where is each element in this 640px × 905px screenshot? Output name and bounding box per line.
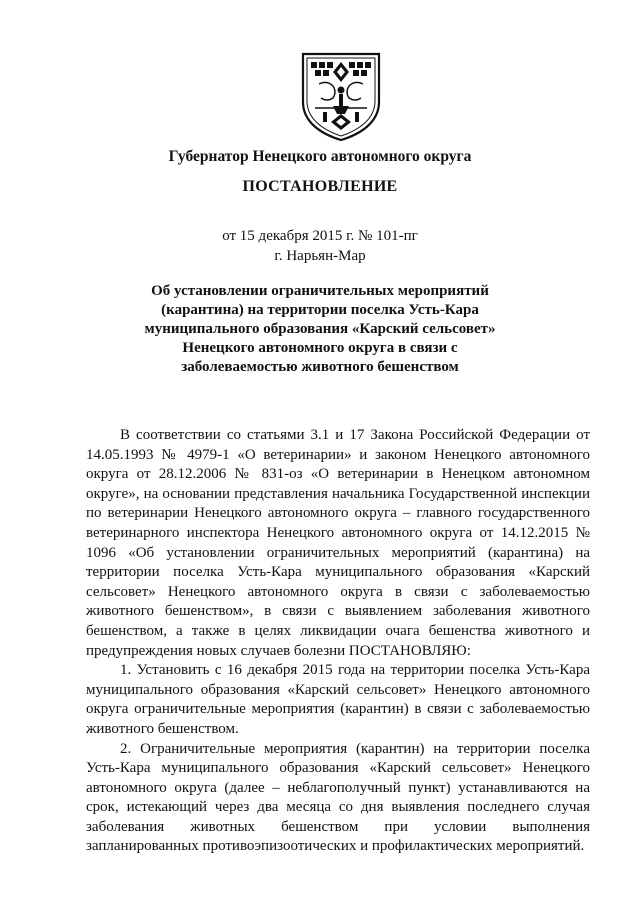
- document-body: [86, 426, 590, 857]
- coat-of-arms-emblem: [297, 50, 385, 142]
- title-line: Ненецкого автономного округа в связи с: [182, 340, 458, 356]
- date-and-number: от 15 декабря 2015 г. № 101-пг: [222, 228, 418, 244]
- document-type: ПОСТАНОВЛЕНИЕ: [242, 178, 398, 195]
- item-1-paragraph: 1. Установить с 16 декабря 2015 года на территории поселка Усть-Кара муниципального образования «Карский сельсовет» Ненецкого автономного округа ограничительные мероприятия (карантин) в связи с заболеваемостью животного бешенством.: [86, 662, 590, 737]
- item-2-paragraph: 2. Ограничительные мероприятия (карантин) на территории поселка Усть-Кара муниципального образования «Карский сельсовет» Ненецкого автономного округа (далее – неблагополучный пункт) устанавливаются на срок, истекающий через два месяца со дня выявления последнего случая заболевания животных бешенством при условии выполнения запланированных противоэпизоотических и профилактических мероприятий.: [86, 740, 590, 855]
- city-name: г. Нарьян-Мар: [274, 248, 366, 264]
- title-line: муниципального образования «Карский сельсовет»: [144, 321, 496, 337]
- title-line: Об установлении ограничительных мероприятий: [151, 283, 489, 299]
- issuer-title: Губернатор Ненецкого автономного округа: [168, 148, 472, 165]
- title-line: заболеваемостью животного бешенством: [181, 359, 459, 375]
- resolution-title: [0, 282, 640, 377]
- title-line: (карантина) на территории поселка Усть-Кара: [161, 302, 479, 318]
- preamble-paragraph: В соответствии со статьями 3.1 и 17 Закона Российской Федерации от 14.05.1993 № 4979-1 «О ветеринарии» и законом Ненецкого автономного округа от 28.12.2006 № 831-оз «О ветеринарии в Ненецком автономном округе», на основании представления начальника Государственной инспекции по ветеринарии Ненецкого автономного округа – главного государственного ветеринарного инспектора Ненецкого автономного округа от 14.12.2015 № 1096 «Об установлении ограничительных мероприятий (карантина) на территории поселка Усть-Кара муниципального образования «Карский сельсовет» Ненецкого автономного округа в связи с заболеваемостью животного бешенством», в связи с выявлением заболевания животного бешенством, а также в целях ликвидации очага бешенства животного и предупреждения новых случаев болезни ПОСТАНОВЛЯЮ:: [86, 427, 590, 659]
